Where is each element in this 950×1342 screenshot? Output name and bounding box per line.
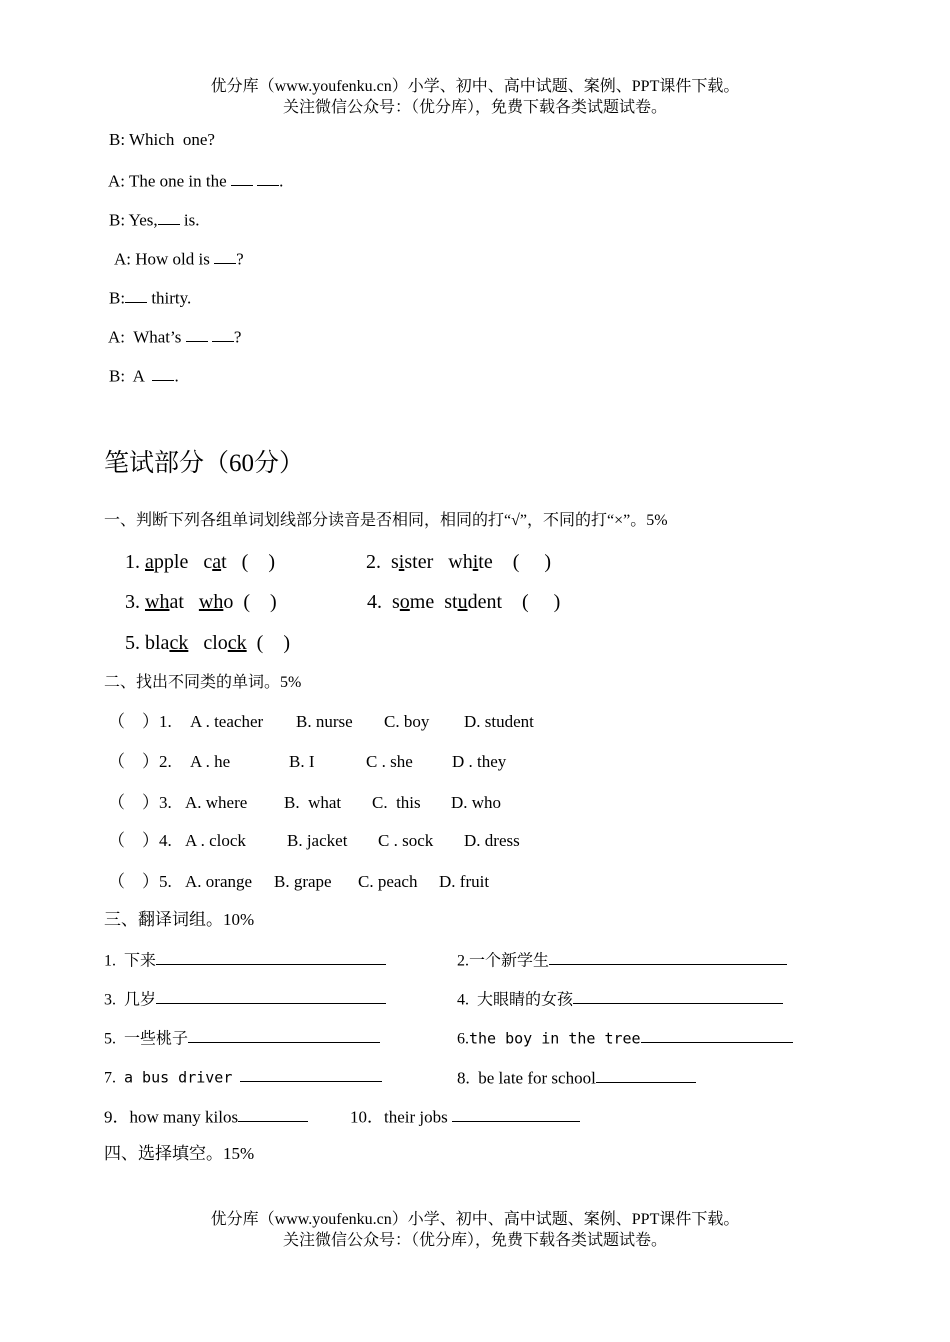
- item-text: 大眼睛的女孩: [477, 991, 574, 1009]
- word-part: wh: [448, 551, 473, 573]
- section-2-heading: 二、找出不同类的单词。5%: [104, 674, 302, 691]
- word-part: dent: [467, 591, 503, 613]
- item-number: 3.: [125, 591, 140, 613]
- dialogue-text: B:: [109, 288, 126, 308]
- word-part: st: [444, 591, 458, 613]
- page-footer-line-2: 关注微信公众号：（优分库），免费下载各类试题试卷。: [282, 1232, 667, 1249]
- underlined-part: a: [212, 551, 222, 573]
- underlined-part: ck: [169, 632, 189, 654]
- section-4-heading: 四、选择填空。15%: [104, 1144, 255, 1163]
- answer-line[interactable]: [156, 950, 386, 965]
- word-part: t: [221, 551, 227, 573]
- item-text: 几岁: [124, 991, 157, 1009]
- word-part: o: [223, 591, 234, 613]
- item-number: 2.: [366, 551, 381, 573]
- item-text: be late for school: [478, 1068, 596, 1088]
- item-number: 4.: [457, 991, 469, 1009]
- answer-line[interactable]: [641, 1028, 793, 1043]
- translate-item-10: [350, 1106, 580, 1125]
- answer-blank[interactable]: [214, 248, 236, 264]
- dialogue-text: ?: [236, 249, 244, 269]
- option-d: D. student: [464, 712, 534, 731]
- answer-bracket[interactable]: （ ）5.: [108, 872, 172, 891]
- answer-blank[interactable]: [257, 170, 279, 186]
- answer-bracket[interactable]: ( ): [243, 591, 277, 613]
- option-d: D . they: [452, 752, 507, 771]
- word-part: c: [203, 551, 213, 573]
- dialogue-text: A: How old is: [114, 249, 210, 269]
- underlined-part: a: [145, 551, 154, 573]
- option-a: A. orange: [185, 872, 253, 891]
- option-a: A . he: [190, 752, 231, 771]
- translate-item-3: [104, 989, 386, 1008]
- phonics-item-1: [125, 552, 275, 572]
- option-b: B. nurse: [296, 712, 353, 731]
- dialogue-line-6: [108, 326, 241, 345]
- option-c: C . she: [366, 752, 413, 771]
- underlined-part: i: [398, 551, 405, 573]
- translate-item-9: [104, 1106, 308, 1125]
- item-text: a bus driver: [124, 1068, 233, 1087]
- option-d: D. fruit: [439, 872, 490, 891]
- word-part: pple: [153, 551, 189, 573]
- option-a: A. where: [185, 793, 248, 812]
- answer-blank[interactable]: [186, 326, 208, 342]
- dialogue-text: thirty.: [151, 288, 192, 308]
- option-c: C. peach: [358, 872, 418, 891]
- dialogue-line-4: [114, 248, 244, 267]
- dialogue-line-3: [109, 209, 200, 228]
- option-a: A . teacher: [190, 712, 264, 731]
- item-number: 9．: [104, 1107, 130, 1127]
- dialogue-text: A: What’s: [108, 327, 182, 347]
- answer-bracket[interactable]: （ ）4.: [108, 831, 172, 850]
- page-header-line-1: 优分库（www.youfenku.cn）小学、初中、高中试题、案例、PPT课件下载。: [210, 78, 740, 95]
- answer-blank[interactable]: [158, 209, 180, 225]
- dialogue-line-7: [109, 365, 179, 384]
- item-number: 2.: [457, 952, 469, 970]
- item-number: 5.: [104, 1030, 116, 1048]
- option-b: B. I: [289, 752, 315, 771]
- section-1-heading: 一、判断下列各组单词划线部分读音是否相同，相同的打“√”，不同的打“×”。5%: [104, 512, 668, 529]
- dialogue-text: B: Which one?: [109, 130, 215, 149]
- phonics-item-4: [367, 592, 560, 612]
- item-number: 8.: [457, 1068, 470, 1088]
- answer-bracket[interactable]: （ ）3.: [108, 793, 172, 812]
- translate-item-4: [457, 989, 783, 1008]
- page-footer-line-1: 优分库（www.youfenku.cn）小学、初中、高中试题、案例、PPT课件下载。: [210, 1211, 740, 1228]
- underlined-part: wh: [145, 591, 170, 613]
- answer-line[interactable]: [240, 1067, 382, 1082]
- underlined-part: u: [457, 591, 468, 613]
- written-section-title: 笔试部分（60分）: [104, 450, 305, 477]
- option-c: C. this: [372, 793, 421, 812]
- item-text: 下来: [124, 952, 157, 970]
- item-text: 一些桃子: [124, 1030, 189, 1048]
- item-text: 一个新学生: [469, 952, 550, 970]
- dialogue-text: is.: [183, 210, 200, 230]
- answer-bracket[interactable]: ( ): [256, 632, 290, 654]
- answer-bracket[interactable]: （ ）2.: [108, 752, 172, 771]
- page-header-line-2: 关注微信公众号：（优分库），免费下载各类试题试卷。: [282, 99, 667, 116]
- item-number: 3.: [104, 991, 116, 1009]
- dialogue-text: A: The one in the: [108, 171, 227, 191]
- word-part: me: [409, 591, 435, 613]
- option-c: C. boy: [384, 712, 430, 731]
- answer-blank[interactable]: [152, 365, 174, 381]
- item-number: 1.: [125, 551, 140, 573]
- dialogue-line-5: [109, 287, 191, 306]
- word-part: bla: [145, 632, 170, 654]
- answer-blank[interactable]: [231, 170, 253, 186]
- word-part: ster: [404, 551, 434, 573]
- translate-item-6: [457, 1028, 793, 1047]
- item-number: 5.: [125, 632, 140, 654]
- dialogue-line-1: [109, 131, 215, 148]
- word-part: s: [391, 551, 399, 573]
- dialogue-text: .: [174, 366, 179, 386]
- item-number: 6.: [457, 1030, 469, 1048]
- translate-item-8: [457, 1067, 696, 1086]
- item-text: the boy in the tree: [469, 1029, 641, 1048]
- answer-bracket[interactable]: ( ): [522, 591, 561, 613]
- answer-bracket[interactable]: ( ): [241, 551, 275, 573]
- item-text: how many kilos: [129, 1107, 239, 1127]
- item-text: their jobs: [384, 1107, 448, 1127]
- item-number: 4.: [367, 591, 382, 613]
- answer-bracket[interactable]: ( ): [512, 551, 552, 573]
- word-part: te: [478, 551, 493, 573]
- underlined-part: wh: [198, 591, 224, 613]
- underlined-part: o: [399, 591, 410, 613]
- item-number: 1.: [104, 952, 116, 970]
- dialogue-text: ?: [233, 327, 242, 347]
- underlined-part: i: [472, 551, 479, 573]
- item-number: 10．: [350, 1107, 384, 1127]
- word-part: clo: [203, 632, 228, 654]
- phonics-item-5: [125, 633, 290, 653]
- dialogue-text: B: Yes,: [109, 210, 158, 230]
- answer-blank[interactable]: [212, 326, 234, 342]
- translate-item-1: [104, 950, 386, 969]
- answer-line[interactable]: [452, 1106, 580, 1122]
- translate-item-5: [104, 1028, 380, 1047]
- option-c: C . sock: [378, 831, 434, 850]
- option-b: B. what: [284, 793, 342, 812]
- answer-bracket[interactable]: （ ）1.: [108, 712, 172, 731]
- answer-line[interactable]: [188, 1028, 380, 1043]
- answer-line[interactable]: [156, 989, 386, 1004]
- phonics-item-2: [366, 552, 551, 572]
- answer-line[interactable]: [549, 950, 787, 965]
- answer-line[interactable]: [573, 989, 783, 1004]
- item-number: 7.: [104, 1069, 116, 1087]
- word-part: s: [392, 591, 400, 613]
- translate-item-2: [457, 950, 787, 969]
- answer-line[interactable]: [596, 1067, 696, 1083]
- answer-line[interactable]: [238, 1106, 308, 1122]
- underlined-part: ck: [227, 632, 247, 654]
- dialogue-text: B: A: [109, 366, 144, 386]
- section-3-heading: 三、翻译词组。10%: [104, 910, 255, 929]
- option-b: B. grape: [274, 872, 332, 891]
- dialogue-line-2: A: The one in the .: [108, 171, 284, 191]
- translate-item-7: [104, 1067, 382, 1086]
- option-d: D. who: [451, 793, 502, 812]
- phonics-item-3: [125, 592, 277, 612]
- option-a: A . clock: [185, 831, 246, 850]
- answer-blank[interactable]: [125, 287, 147, 303]
- option-d: D. dress: [464, 831, 520, 850]
- word-part: at: [169, 591, 184, 613]
- option-b: B. jacket: [287, 831, 348, 850]
